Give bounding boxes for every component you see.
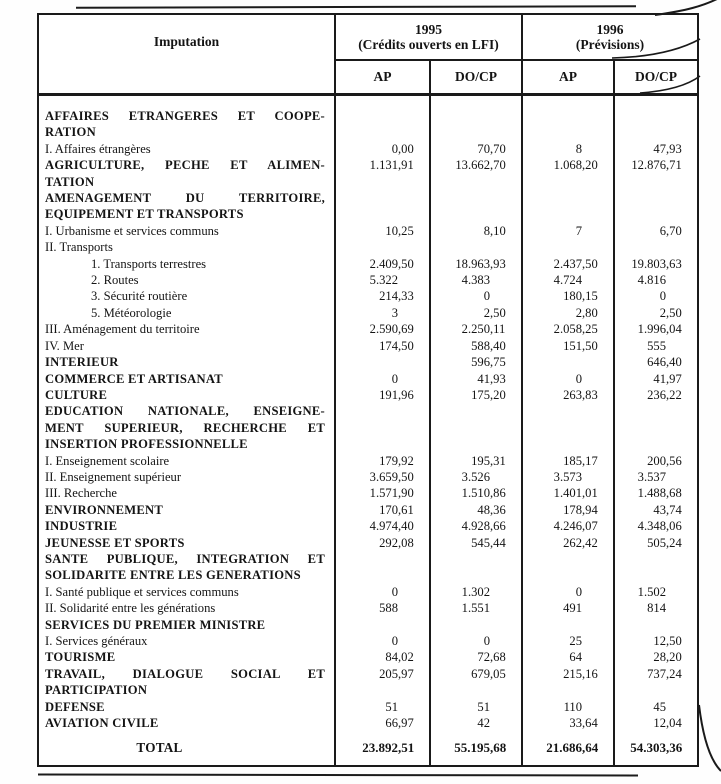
imputation-label-line: II. Transports xyxy=(45,240,113,255)
imputation-cell xyxy=(39,256,334,272)
value-docp-1996: 4.816 xyxy=(637,273,666,288)
value-docp-1995 xyxy=(429,617,521,633)
header-1996-subtitle: (Prévisions) xyxy=(575,37,645,52)
value-docp-1995: 2.250 ,11 xyxy=(461,322,506,337)
table-row xyxy=(39,305,697,321)
imputation-label-line: III. Recherche xyxy=(45,486,118,501)
table-row xyxy=(39,649,697,665)
value-docp-1995 xyxy=(429,551,521,584)
value-docp-1995: 0 xyxy=(483,634,490,648)
value-ap-1996: 180 ,15 xyxy=(563,289,598,304)
header-imputation-label: Imputation xyxy=(153,34,220,50)
table-row xyxy=(39,666,697,699)
value-ap-1995: 84 ,02 xyxy=(385,650,414,665)
value-docp-1996: 4.348 ,06 xyxy=(637,519,682,534)
table-row xyxy=(39,600,697,616)
value-docp-1996: 1.502 xyxy=(637,584,666,599)
value-docp-1995: 72 ,68 xyxy=(477,650,506,665)
value-ap-1995: 0 xyxy=(391,371,398,386)
value-docp-1995: 4.383 xyxy=(461,273,490,288)
value-docp-1996 xyxy=(613,403,697,452)
imputation-cell xyxy=(39,617,334,633)
value-docp-1996: 54.303 ,36 xyxy=(630,739,683,755)
scan-artifact-bottom-line xyxy=(38,773,638,776)
total-row xyxy=(39,740,697,756)
table-row xyxy=(39,256,697,272)
table-row xyxy=(39,469,697,485)
value-ap-1995 xyxy=(334,108,429,141)
value-docp-1996: 505 ,24 xyxy=(647,535,682,550)
imputation-label-line: DEFENSE xyxy=(45,699,105,714)
value-ap-1995: 205 ,97 xyxy=(379,666,414,681)
value-docp-1995: 3.526 xyxy=(461,469,490,484)
imputation-label-line: I. Enseignement scolaire xyxy=(45,453,170,468)
imputation-label-line: III. Aménagement du territoire xyxy=(45,322,200,337)
value-docp-1995: 55.195 ,68 xyxy=(454,739,507,755)
value-ap-1995: 0 ,00 xyxy=(391,141,414,156)
imputation-label-line: ENVIRONNEMENT xyxy=(45,502,164,517)
value-docp-1996: 1.488 ,68 xyxy=(637,486,682,501)
table-row xyxy=(39,108,697,141)
header-docp-1996: DO/CP xyxy=(635,69,677,85)
value-ap-1995: 170 ,61 xyxy=(379,502,414,517)
header-1995-year: 1995 xyxy=(415,21,442,37)
value-docp-1995: 8 ,10 xyxy=(483,223,506,238)
imputation-cell xyxy=(39,649,334,665)
imputation-label-line: AFFAIRES ETRANGERES ET COOPE- xyxy=(45,109,325,123)
value-ap-1996: 215 ,16 xyxy=(563,666,598,681)
value-ap-1996: 1.401 ,01 xyxy=(553,486,598,501)
value-ap-1996: 0 xyxy=(575,371,582,386)
value-ap-1995 xyxy=(334,551,429,584)
value-docp-1995: 51 xyxy=(477,699,490,714)
imputation-cell xyxy=(39,108,334,141)
imputation-cell xyxy=(39,502,334,518)
table-row xyxy=(39,321,697,337)
value-ap-1995: 179 ,92 xyxy=(379,453,414,468)
value-docp-1995: 42 xyxy=(477,716,490,731)
table-row xyxy=(39,338,697,354)
value-docp-1995 xyxy=(429,190,521,223)
value-docp-1996: 47 ,93 xyxy=(653,141,682,156)
value-ap-1996: 0 xyxy=(575,584,582,599)
imputation-label-line: INTERIEUR xyxy=(45,355,119,370)
table-row xyxy=(39,535,697,551)
value-ap-1996 xyxy=(521,108,613,141)
imputation-label-line: TATION xyxy=(45,174,95,189)
imputation-cell xyxy=(39,239,334,255)
imputation-cell xyxy=(39,715,334,731)
value-ap-1996: 8 xyxy=(575,141,582,156)
table-row xyxy=(39,584,697,600)
value-docp-1995 xyxy=(429,403,521,452)
value-ap-1996 xyxy=(521,551,613,584)
imputation-cell xyxy=(39,354,334,370)
value-docp-1995: 41 ,93 xyxy=(477,371,506,386)
value-docp-1995: 1.551 xyxy=(461,601,490,616)
value-docp-1996: 2 ,50 xyxy=(659,305,682,320)
value-ap-1995 xyxy=(334,190,429,223)
imputation-label-line: 2. Routes xyxy=(91,273,139,288)
value-ap-1995: 23.892 ,51 xyxy=(362,739,415,755)
value-ap-1996: 1.068 ,20 xyxy=(553,158,598,173)
imputation-cell xyxy=(39,740,334,756)
value-ap-1995: 5.322 xyxy=(369,273,398,288)
imputation-cell xyxy=(39,699,334,715)
value-ap-1996: 151 ,50 xyxy=(563,338,598,353)
imputation-label-line: TOURISME xyxy=(45,650,116,665)
table-row xyxy=(39,453,697,469)
value-docp-1995: 588 ,40 xyxy=(471,338,506,353)
imputation-label-line: I. Urbanisme et services communs xyxy=(45,223,219,238)
table-row xyxy=(39,551,697,584)
value-ap-1996: 21.686 ,64 xyxy=(546,739,599,755)
table-row xyxy=(39,288,697,304)
imputation-cell xyxy=(39,190,334,223)
value-ap-1996: 2 ,80 xyxy=(575,305,598,320)
value-docp-1995: 1.510 ,86 xyxy=(461,486,506,501)
value-ap-1996: 25 xyxy=(569,634,582,648)
value-docp-1996: 6 ,70 xyxy=(659,223,682,238)
table-row xyxy=(39,371,697,387)
value-docp-1995: 545 ,44 xyxy=(471,535,506,550)
value-docp-1996: 3.537 xyxy=(637,469,666,484)
table-row xyxy=(39,633,697,649)
value-docp-1996 xyxy=(613,190,697,223)
table-row xyxy=(39,190,697,223)
imputation-cell xyxy=(39,272,334,288)
value-ap-1996 xyxy=(521,403,613,452)
imputation-cell xyxy=(39,141,334,157)
imputation-cell xyxy=(39,600,334,616)
imputation-cell xyxy=(39,403,334,452)
imputation-cell xyxy=(39,338,334,354)
imputation-label-line: SANTE PUBLIQUE, INTEGRATION ET xyxy=(45,551,325,566)
value-docp-1996: 12 ,04 xyxy=(653,716,682,731)
value-docp-1996: 19.803 ,63 xyxy=(631,256,682,271)
value-docp-1995: 4.928 ,66 xyxy=(461,519,506,534)
imputation-cell xyxy=(39,223,334,239)
value-docp-1996 xyxy=(613,108,697,141)
imputation-cell xyxy=(39,157,334,190)
value-ap-1996 xyxy=(521,239,613,255)
imputation-cell xyxy=(39,321,334,337)
imputation-label-line: EDUCATION NATIONALE, ENSEIGNE- xyxy=(45,404,325,419)
imputation-label-line: 1. Transports terrestres xyxy=(91,256,207,271)
value-ap-1996 xyxy=(521,190,613,223)
imputation-label-line: 5. Météorologie xyxy=(91,305,172,320)
value-ap-1995: 588 xyxy=(379,601,398,616)
value-docp-1996: 28 ,20 xyxy=(653,650,682,665)
value-docp-1996 xyxy=(613,551,697,584)
value-docp-1996: 1.996 ,04 xyxy=(637,322,682,337)
imputation-cell xyxy=(39,453,334,469)
table-row xyxy=(39,387,697,403)
imputation-cell xyxy=(39,551,334,584)
table-row xyxy=(39,617,697,633)
value-docp-1996: 200 ,56 xyxy=(647,453,682,468)
value-ap-1996: 2.437 ,50 xyxy=(553,256,598,271)
value-ap-1996 xyxy=(521,617,613,633)
header-1995 xyxy=(336,15,521,59)
table-row xyxy=(39,239,697,255)
value-docp-1996 xyxy=(613,617,697,633)
value-ap-1996: 185 ,17 xyxy=(563,453,598,468)
value-docp-1996 xyxy=(613,239,697,255)
imputation-label-line: AMENAGEMENT DU TERRITOIRE, xyxy=(45,191,325,206)
imputation-label-line: PARTICIPATION xyxy=(45,683,148,698)
table-row xyxy=(39,502,697,518)
value-docp-1996: 43 ,74 xyxy=(653,502,682,517)
value-docp-1995: 2 ,50 xyxy=(483,305,506,320)
value-ap-1995 xyxy=(334,239,429,255)
imputation-cell xyxy=(39,584,334,600)
header-ap-1995: AP xyxy=(373,69,392,85)
imputation-label-line: SOLIDARITE ENTRE LES GENERATIONS xyxy=(45,568,301,583)
value-ap-1995: 292 ,08 xyxy=(379,535,414,550)
value-docp-1996: 0 xyxy=(659,289,666,304)
value-docp-1995: 13.662 ,70 xyxy=(455,158,506,173)
imputation-label-line: I. Affaires étrangères xyxy=(45,141,151,156)
value-docp-1995: 1.302 xyxy=(461,584,490,599)
imputation-label-line: INSERTION PROFESSIONNELLE xyxy=(45,437,248,452)
value-ap-1996 xyxy=(521,354,613,370)
imputation-cell xyxy=(39,485,334,501)
value-docp-1995 xyxy=(429,239,521,255)
value-docp-1996: 45 xyxy=(653,699,666,714)
imputation-label-line: AVIATION CIVILE xyxy=(45,716,159,731)
value-ap-1995: 1.131 ,91 xyxy=(369,158,414,173)
table-row xyxy=(39,141,697,157)
value-ap-1995: 174 ,50 xyxy=(379,338,414,353)
value-ap-1996: 33 ,64 xyxy=(569,716,598,731)
table-row xyxy=(39,272,697,288)
value-ap-1996: 2.058 ,25 xyxy=(553,322,598,337)
value-ap-1996: 178 ,94 xyxy=(563,502,598,517)
value-docp-1995: 195 ,31 xyxy=(471,453,506,468)
imputation-label-line: II. Enseignement supérieur xyxy=(45,469,182,484)
value-ap-1995 xyxy=(334,617,429,633)
value-ap-1995 xyxy=(334,403,429,452)
imputation-label-line: IV. Mer xyxy=(45,338,84,353)
value-ap-1995: 191 ,96 xyxy=(379,387,414,402)
imputation-label-line: TOTAL xyxy=(136,739,183,755)
imputation-cell xyxy=(39,633,334,649)
value-ap-1996: 263 ,83 xyxy=(563,387,598,402)
value-ap-1996: 262 ,42 xyxy=(563,535,598,550)
value-docp-1995: 596 ,75 xyxy=(471,355,506,370)
value-docp-1995: 70 ,70 xyxy=(477,141,506,156)
table-row xyxy=(39,518,697,534)
value-ap-1995: 4.974 ,40 xyxy=(369,519,414,534)
imputation-label-line: SERVICES DU PREMIER MINISTRE xyxy=(45,617,266,632)
imputation-label-line: EQUIPEMENT ET TRANSPORTS xyxy=(45,207,244,222)
value-docp-1995: 679 ,05 xyxy=(471,666,506,681)
value-docp-1995: 48 ,36 xyxy=(477,502,506,517)
value-ap-1995: 0 xyxy=(391,584,398,599)
budget-table xyxy=(37,13,699,767)
table-body xyxy=(39,96,697,765)
table-row xyxy=(39,223,697,239)
value-ap-1995: 66 ,97 xyxy=(385,716,414,731)
value-ap-1995: 10 ,25 xyxy=(385,223,414,238)
imputation-cell xyxy=(39,535,334,551)
value-docp-1995: 175 ,20 xyxy=(471,387,506,402)
imputation-label-line: MENT SUPERIEUR, RECHERCHE ET xyxy=(45,420,325,435)
header-imputation xyxy=(39,15,334,93)
imputation-cell xyxy=(39,469,334,485)
value-ap-1996: 64 xyxy=(569,650,582,665)
value-docp-1995: 18.963 ,93 xyxy=(455,256,506,271)
imputation-cell xyxy=(39,305,334,321)
value-ap-1995 xyxy=(334,354,429,370)
value-ap-1996: 110 xyxy=(563,699,582,714)
value-docp-1995: 0 xyxy=(483,289,490,304)
table-row xyxy=(39,354,697,370)
value-ap-1995: 51 xyxy=(385,699,398,714)
value-ap-1995: 3.659 ,50 xyxy=(369,469,414,484)
imputation-label-line: II. Solidarité entre les générations xyxy=(45,601,216,616)
value-docp-1996: 236 ,22 xyxy=(647,387,682,402)
value-ap-1995: 2.590 ,69 xyxy=(369,322,414,337)
imputation-label-line: TRAVAIL, DIALOGUE SOCIAL ET xyxy=(45,666,325,681)
imputation-label-line: INDUSTRIE xyxy=(45,519,118,534)
header-1996-year: 1996 xyxy=(596,21,624,37)
header-1996 xyxy=(523,15,697,59)
value-ap-1996: 4.724 xyxy=(553,273,582,288)
value-docp-1996: 41 ,97 xyxy=(653,371,682,386)
value-ap-1995: 1.571 ,90 xyxy=(369,486,414,501)
table-row xyxy=(39,157,697,190)
imputation-cell xyxy=(39,288,334,304)
imputation-label-line: I. Santé publique et services communs xyxy=(45,584,239,599)
value-docp-1996: 555 xyxy=(647,338,666,353)
table-row xyxy=(39,485,697,501)
table-row xyxy=(39,699,697,715)
header-docp-1995: DO/CP xyxy=(455,69,497,85)
table-row xyxy=(39,715,697,731)
value-docp-1996: 12.876 ,71 xyxy=(631,158,682,173)
header-1995-subtitle: (Crédits ouverts en LFI) xyxy=(358,37,499,52)
table-row xyxy=(39,403,697,452)
value-docp-1996: 737 ,24 xyxy=(647,666,682,681)
value-ap-1995: 2.409 ,50 xyxy=(369,256,414,271)
imputation-cell xyxy=(39,518,334,534)
value-ap-1995: 0 xyxy=(391,634,398,648)
imputation-label-line: JEUNESSE ET SPORTS xyxy=(45,535,185,550)
imputation-label-line: CULTURE xyxy=(45,387,108,402)
value-docp-1996: 12 ,50 xyxy=(653,634,682,648)
imputation-cell xyxy=(39,371,334,387)
imputation-label-line: RATION xyxy=(45,125,96,140)
value-docp-1996: 646 ,40 xyxy=(647,355,682,370)
value-docp-1996: 814 xyxy=(647,601,666,616)
value-ap-1996: 4.246 ,07 xyxy=(553,519,598,534)
imputation-label-line: I. Services généraux xyxy=(45,634,148,648)
imputation-cell xyxy=(39,387,334,403)
imputation-cell xyxy=(39,666,334,699)
imputation-label-line: AGRICULTURE, PECHE ET ALIMEN- xyxy=(45,158,325,173)
value-ap-1996: 3.573 xyxy=(553,469,582,484)
header-ap-1996: AP xyxy=(559,69,577,85)
value-ap-1996: 491 xyxy=(563,601,582,616)
value-docp-1995 xyxy=(429,108,521,141)
scan-artifact-top-line xyxy=(76,5,636,8)
value-ap-1996: 7 xyxy=(575,223,582,238)
imputation-label-line: 3. Sécurité routière xyxy=(91,289,188,304)
imputation-label-line: COMMERCE ET ARTISANAT xyxy=(45,371,223,386)
value-ap-1995: 214 ,33 xyxy=(379,289,414,304)
value-ap-1995: 3 xyxy=(391,305,398,320)
